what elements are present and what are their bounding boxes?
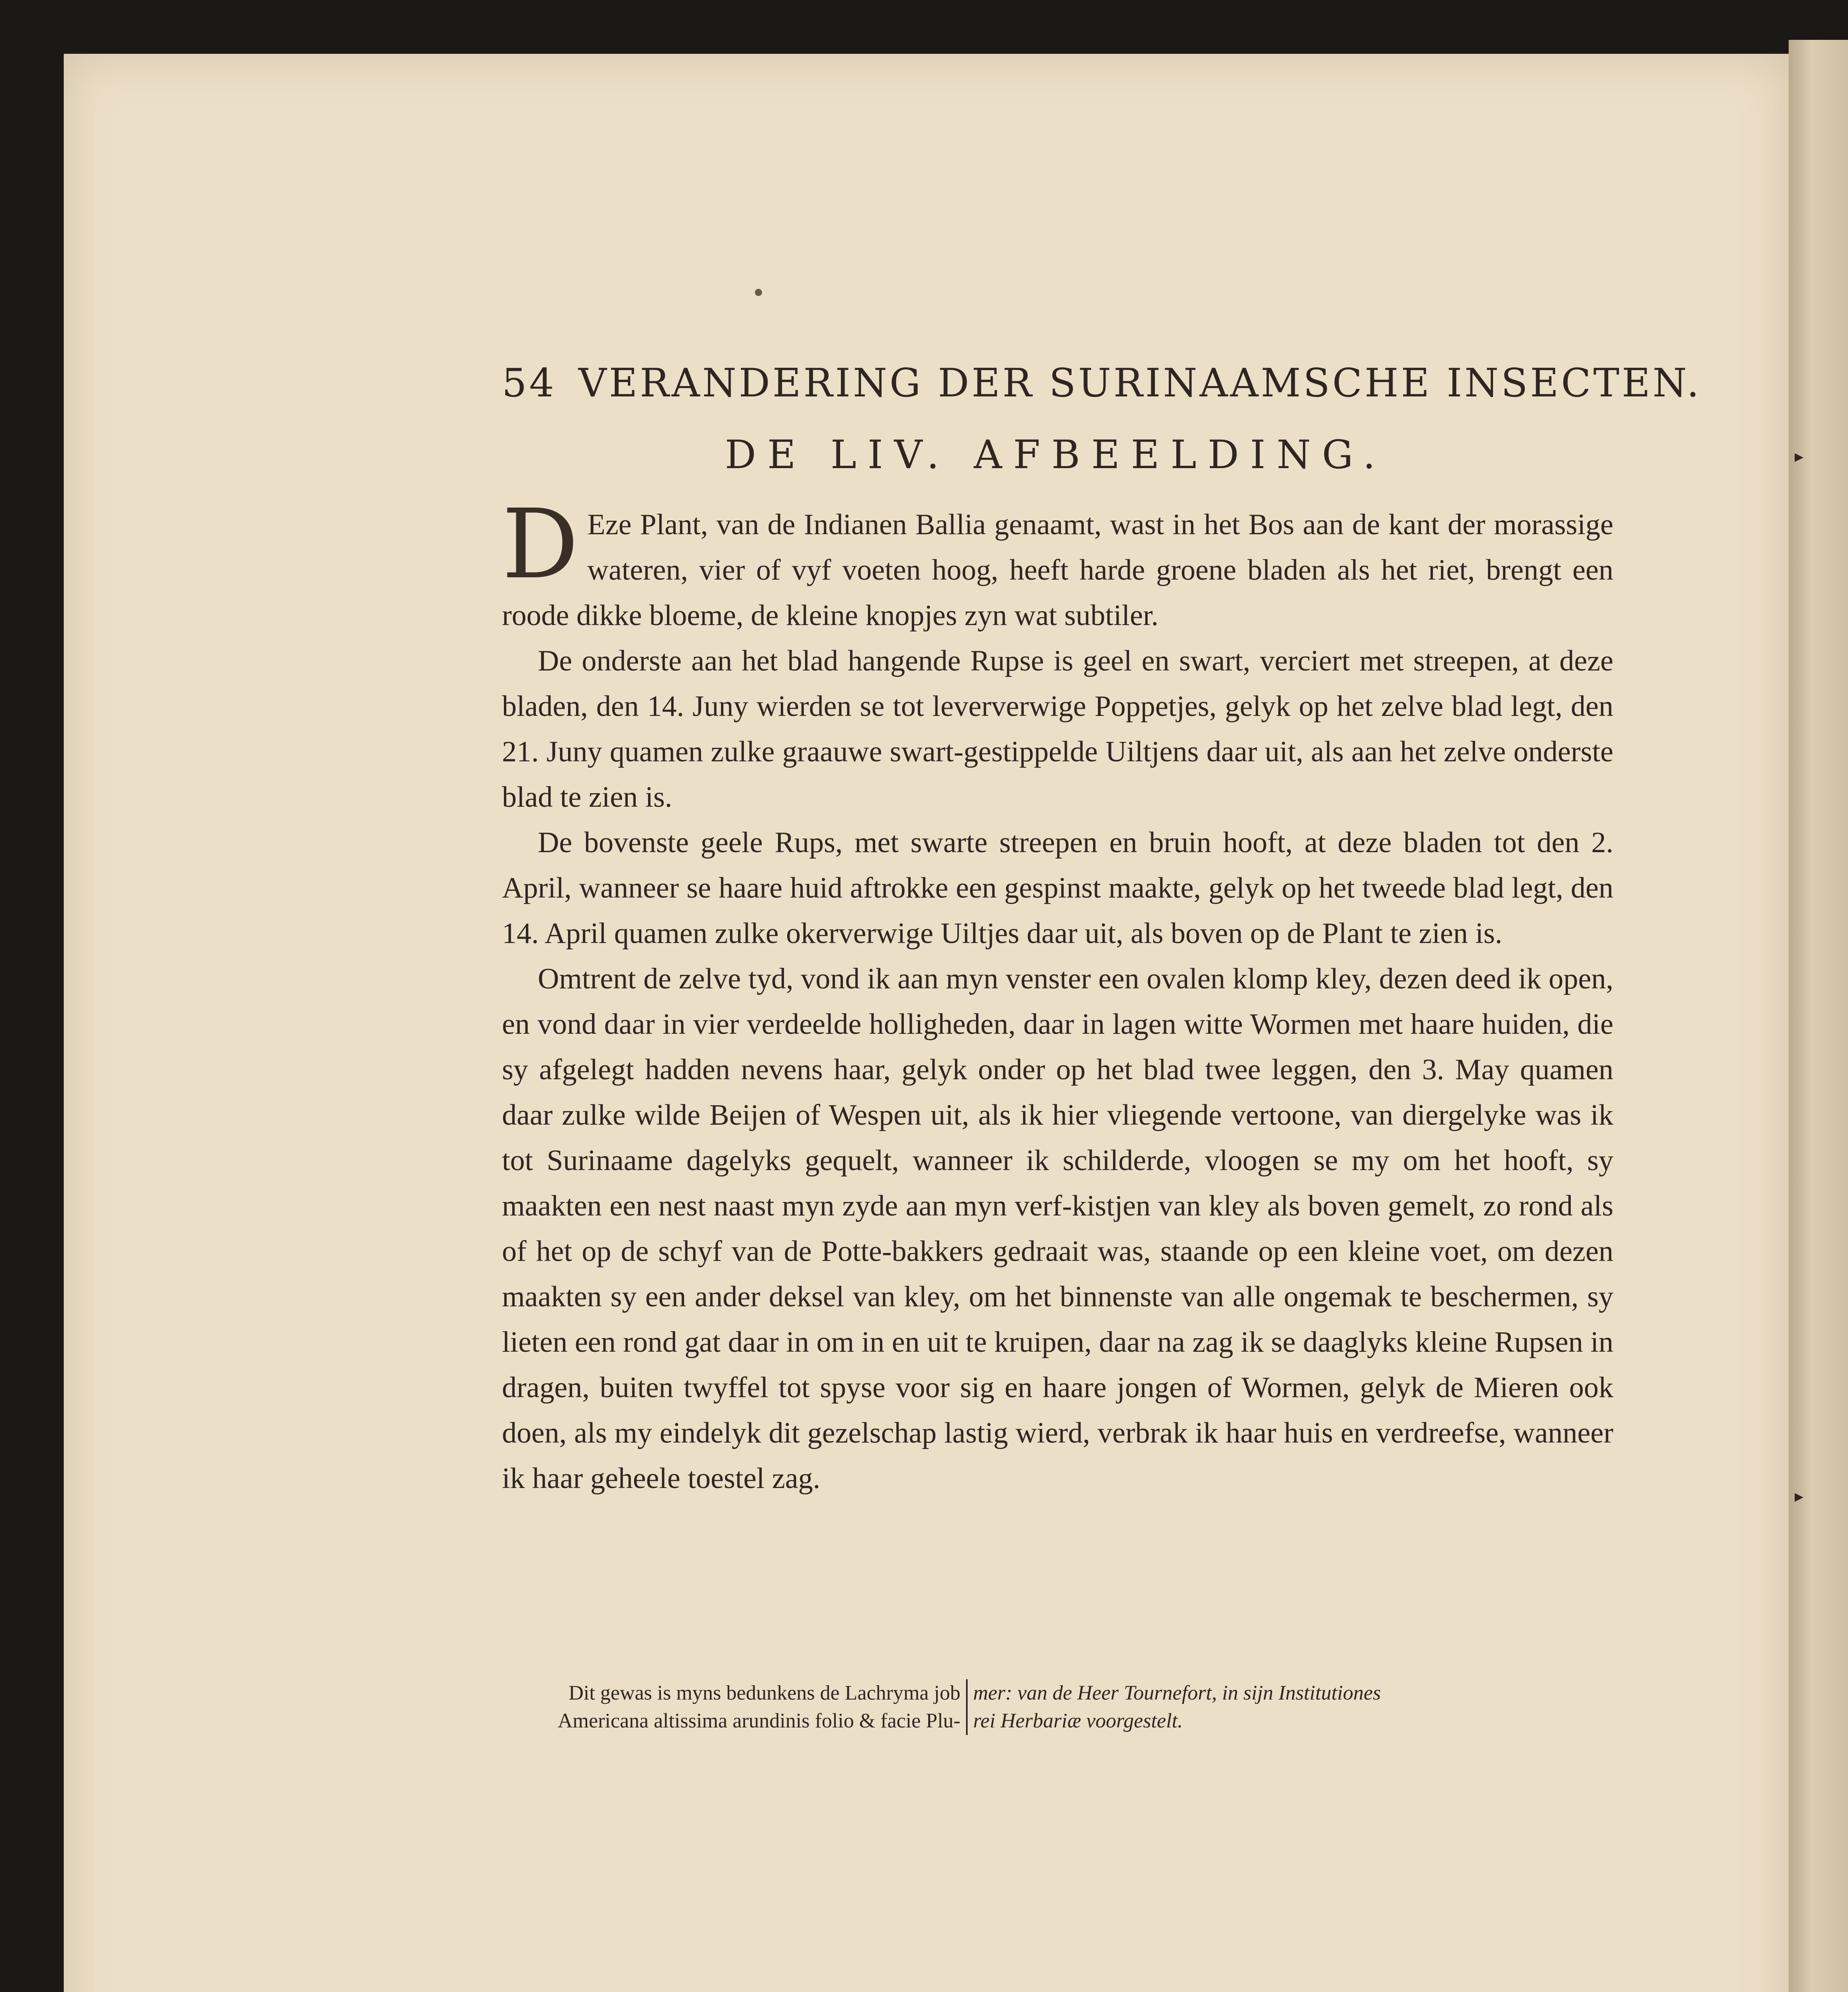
- edge-arrow-icon: ▸: [1795, 1486, 1804, 1506]
- page-number: 54: [502, 361, 557, 406]
- section-title: DE LIV. AFBEELDING.: [725, 432, 1387, 478]
- ink-speck: [755, 289, 762, 296]
- paragraph-1: [502, 488, 1613, 638]
- footnote-right-line-1: mer: van de Heer Tournefort, in sijn Institutiones: [973, 1682, 1381, 1704]
- paragraph-2: De onderste aan het blad hangende Rupse is geel en swart, verciert met streepen, at deze bladen, den 14. Juny wierden se tot leververwige Poppetjes, gelyk op het zelve blad legt, den 21. Juny quamen zulke graauwe swart-gestippelde Uiltjens daar uit, als aan het zelve onderste blad te zien is.: [502, 645, 1613, 814]
- footnote-left-line-2: Americana altissima arundinis folio & facie Plu-: [558, 1710, 960, 1732]
- running-header: [502, 361, 1702, 406]
- paragraph-1-text: Eze Plant, van de Indianen Ballia genaamt, wast in het Bos aan de kant der morassige wateren, vier of vyf voeten hoog, heeft harde groene bladen als het riet, brengt een roode dikke bloeme, de kleine knopjes zyn wat subtiler.: [502, 508, 1613, 632]
- edge-arrow-icon: ▸: [1795, 446, 1804, 467]
- running-title: VERANDERING DER SURINAAMSCHE INSECTEN.: [578, 361, 1702, 406]
- footnote-right-column: [973, 1679, 1381, 1735]
- footnote-left-line-1: Dit gewas is myns bedunkens de Lachryma job: [568, 1682, 960, 1704]
- footnote-left-column: [558, 1679, 960, 1735]
- paragraph-3: De bovenste geele Rups, met swarte streepen en bruin hooft, at deze bladen tot den 2. April, wanneer se haare huid aftrokke een gespinst maakte, gelyk op het tweede blad legt, den 14. April quamen zulke okerverwige Uiltjes daar uit, als boven op de Plant te zien is.: [502, 826, 1613, 950]
- footnote-divider: [966, 1679, 968, 1735]
- paragraph-4: Omtrent de zelve tyd, vond ik aan myn venster een ovalen klomp kley, dezen deed ik open, en vond daar in vier verdeelde holligheden, daar in lagen witte Wormen met haare huiden, die sy afgelegt hadden nevens haar, gelyk onder op het blad twee leggen, den 3. May quamen daar zulke wilde Beijen of Wespen uit, als ik hier vliegende vertoone, van diergelyke was ik tot Surinaame dagelyks gequelt, wanneer ik schilderde, vloogen se my om het hooft, sy maakten een nest naast myn zyde aan myn verf-kistjen van kley als boven gemelt, zo rond als of het op de schyf van de Potte-bakkers gedraait was, staande op een kleine voet, om dezen maakten sy een ander deksel van kley, om het binnenste van alle ongemak te beschermen, sy lieten een rond gat daar in om in en uit te kruipen, daar na zag ik se daaglyks kleine Rupsen in dragen, buiten twyffel tot spyse voor sig en haare jongen of Wormen, gelyk de Mieren ook doen, als my eindelyk dit gezelschap lastig wierd, verbrak ik haar huis en verdreefse, wanneer ik haar geheele toestel zag.: [502, 963, 1613, 1495]
- footnote-right-line-2: rei Herbariæ voorgestelt.: [973, 1710, 1183, 1732]
- next-page-edge: [1789, 40, 1848, 1992]
- body-text: [502, 488, 1613, 1501]
- footnote: [558, 1679, 1593, 1735]
- drop-cap: D: [502, 488, 579, 600]
